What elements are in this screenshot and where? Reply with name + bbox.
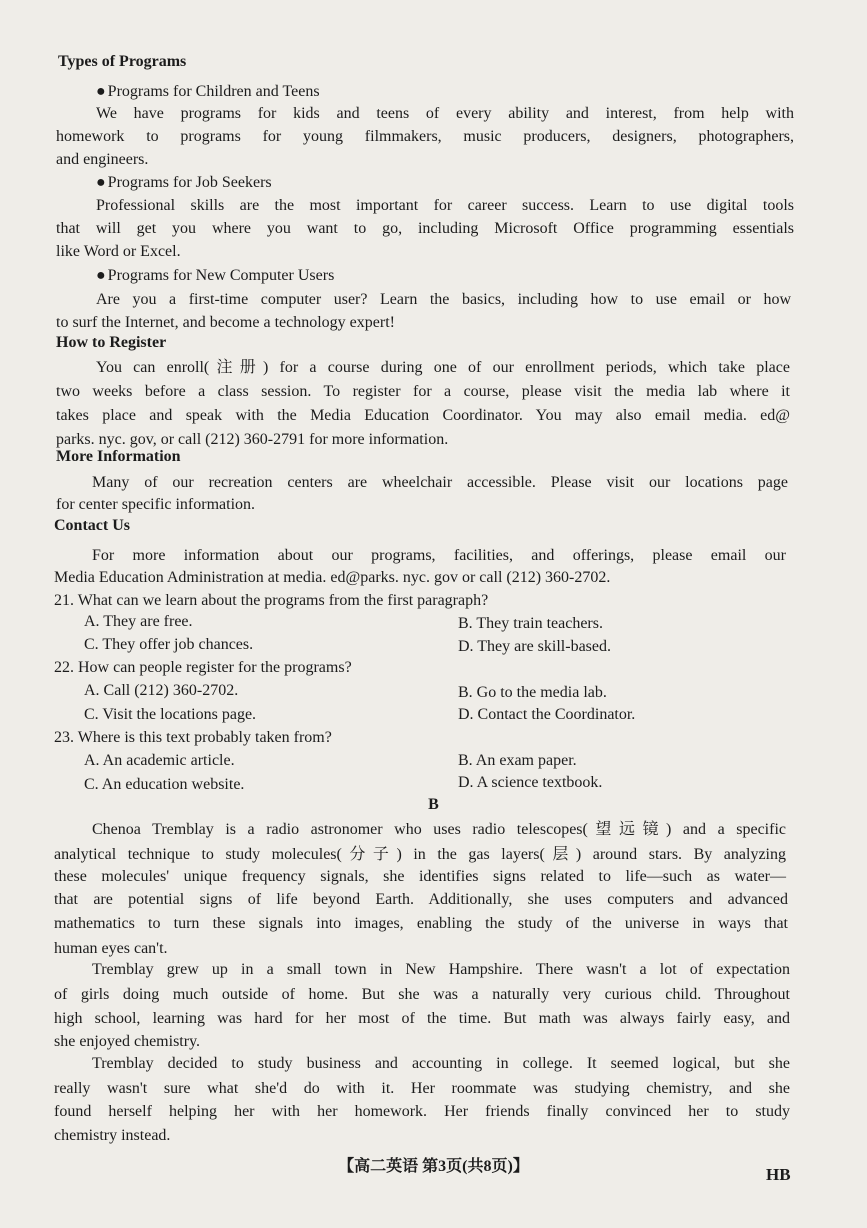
question-option: A. Call (212) 360-2702. xyxy=(84,682,239,699)
question-option: D. They are skill-based. xyxy=(458,638,611,655)
paragraph-line: We have programs for kids and teens of every ability and interest, from help with xyxy=(96,105,794,122)
heading-contact-us: Contact Us xyxy=(54,517,130,534)
paragraph-line: these molecules' unique frequency signals, she identifies signs related to life—such as water— xyxy=(54,868,786,885)
paragraph-line: really wasn't sure what she'd do with it. Her roommate was studying chemistry, and she xyxy=(54,1080,790,1097)
paragraph-line: she enjoyed chemistry. xyxy=(54,1033,201,1050)
paragraph-line: Many of our recreation centers are wheelchair accessible. Please visit our locations page xyxy=(92,474,788,491)
bullet-new-computer-users: ● Programs for New Computer Users xyxy=(96,266,334,286)
paper-code: HB xyxy=(766,1165,791,1184)
question-option: C. An education website. xyxy=(84,776,245,793)
paragraph-line: Chenoa Tremblay is a radio astronomer who uses radio telescopes(望远镜) and a specific xyxy=(92,821,786,838)
paragraph-line: parks. nyc. gov, or call (212) 360-2791 for more information. xyxy=(56,431,449,448)
question-option: B. An exam paper. xyxy=(458,752,577,769)
page-footer: 【高二英语 第3页(共8页)】 xyxy=(338,1158,529,1175)
paragraph-line: Tremblay grew up in a small town in New Hampshire. There wasn't a lot of expectation xyxy=(92,961,790,978)
paragraph-line: to surf the Internet, and become a technology expert! xyxy=(56,314,395,331)
bullet-children-teens: ● Programs for Children and Teens xyxy=(96,82,320,102)
paragraph-line: and engineers. xyxy=(56,151,149,168)
section-label-b: B xyxy=(428,796,439,813)
paragraph-line: human eyes can't. xyxy=(54,940,168,957)
paragraph-line: Are you a first-time computer user? Learn the basics, including how to use email or how xyxy=(96,291,791,308)
paragraph-line: found herself helping her with her homework. Her friends finally convinced her to study xyxy=(54,1103,790,1120)
paragraph-line: takes place and speak with the Media Education Coordinator. You may also email media. ed@ xyxy=(56,407,790,424)
paragraph-line: high school, learning was hard for her most of the time. But math was always fairly easy, and xyxy=(54,1010,790,1027)
paragraph-line: that will get you where you want to go, including Microsoft Office programming essentials xyxy=(56,220,794,237)
question-option: C. Visit the locations page. xyxy=(84,706,257,723)
question-stem: 21. What can we learn about the programs from the first paragraph? xyxy=(54,592,489,609)
question-option: A. An academic article. xyxy=(84,752,235,769)
question-option: A. They are free. xyxy=(84,613,193,630)
paragraph-line: of girls doing much outside of home. But she was a naturally very curious child. Throughout xyxy=(54,986,790,1003)
question-stem: 23. Where is this text probably taken from? xyxy=(54,729,332,746)
heading-how-to-register: How to Register xyxy=(56,334,167,351)
paragraph-line: Media Education Administration at media. ed@parks. nyc. gov or call (212) 360-2702. xyxy=(54,569,611,586)
paragraph-line: for center specific information. xyxy=(56,496,256,513)
paragraph-line: You can enroll(注册) for a course during one of our enrollment periods, which take place xyxy=(96,359,790,376)
heading-more-information: More Information xyxy=(56,448,181,465)
paragraph-line: chemistry instead. xyxy=(54,1127,171,1144)
paragraph-line: mathematics to turn these signals into images, enabling the study of the universe in ways that xyxy=(54,915,788,932)
paragraph-line: Professional skills are the most important for career success. Learn to use digital tools xyxy=(96,197,794,214)
paragraph-line: homework to programs for young filmmakers, music producers, designers, photographers, xyxy=(56,128,794,145)
question-option: D. Contact the Coordinator. xyxy=(458,706,636,723)
question-option: B. Go to the media lab. xyxy=(458,684,607,701)
paragraph-line: that are potential signs of life beyond Earth. Additionally, she uses computers and advanced xyxy=(54,891,788,908)
paragraph-line: Tremblay decided to study business and accounting in college. It seemed logical, but she xyxy=(92,1055,790,1072)
question-option: B. They train teachers. xyxy=(458,615,603,632)
paragraph-line: For more information about our programs, facilities, and offerings, please email our xyxy=(92,547,786,564)
paragraph-line: analytical technique to study molecules(分子) in the gas layers(层) around stars. By analyzing xyxy=(54,846,786,863)
question-stem: 22. How can people register for the programs? xyxy=(54,659,352,676)
paragraph-line: like Word or Excel. xyxy=(56,243,181,260)
question-option: D. A science textbook. xyxy=(458,774,603,791)
heading-types-of-programs: Types of Programs xyxy=(58,53,187,70)
question-option: C. They offer job chances. xyxy=(84,636,254,653)
bullet-job-seekers: ● Programs for Job Seekers xyxy=(96,173,272,193)
paragraph-line: two weeks before a class session. To register for a course, please visit the media lab where it xyxy=(56,383,790,400)
